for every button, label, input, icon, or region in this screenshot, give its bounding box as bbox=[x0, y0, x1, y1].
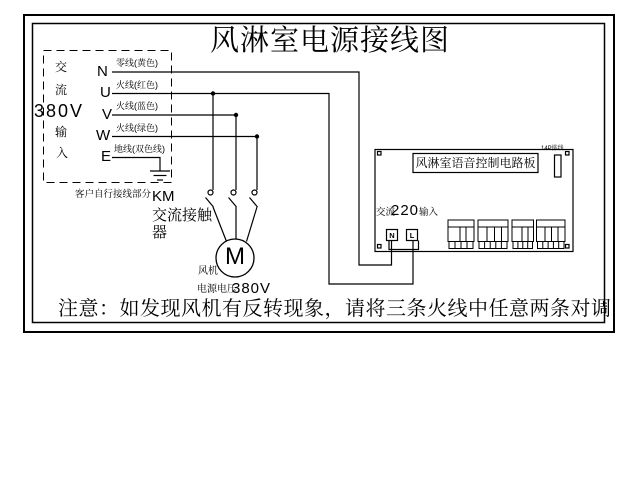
ribbon-connector bbox=[555, 155, 562, 177]
board-terminal-l: L bbox=[409, 231, 415, 240]
contactor-code: KM bbox=[152, 188, 175, 205]
supply-input-char-1: 输 bbox=[55, 125, 68, 139]
wire-label-v: 火线(蓝色) bbox=[116, 101, 158, 111]
terminal-w: W bbox=[96, 127, 111, 144]
motor-voltage-prefix: 电源电压 bbox=[197, 284, 237, 295]
ribbon-connector-label: 14P排线 bbox=[541, 146, 564, 152]
contactor-label-1: 交流接触 bbox=[152, 207, 213, 224]
fan-label: 风机 bbox=[198, 266, 218, 277]
supply-ac-char-1: 交 bbox=[55, 60, 68, 74]
motor-letter: M bbox=[225, 243, 245, 270]
board-title: 风淋室语音控制电路板 bbox=[415, 156, 536, 170]
page-title: 风淋室电源接线图 bbox=[210, 25, 451, 57]
board-power-suffix: 输入 bbox=[419, 207, 439, 218]
terminal-blocks bbox=[448, 220, 565, 249]
ground-icon bbox=[150, 171, 170, 180]
wire-earth-e bbox=[112, 158, 160, 172]
wire-label-u: 火线(红色) bbox=[116, 80, 158, 90]
supply-voltage: 380V bbox=[34, 101, 85, 121]
customer-wiring-caption: 客户自行接线部分 bbox=[75, 189, 152, 200]
terminal-n: N bbox=[97, 63, 108, 80]
supply-ac-char-2: 流 bbox=[55, 83, 68, 97]
terminal-tray bbox=[389, 241, 419, 250]
supply-input-char-2: 入 bbox=[56, 146, 69, 160]
wire-label-e: 地线(双色线) bbox=[114, 144, 165, 154]
terminal-e: E bbox=[101, 148, 112, 165]
board-power-value: 220 bbox=[391, 202, 420, 219]
terminal-u: U bbox=[100, 84, 111, 101]
border-frames bbox=[24, 15, 614, 332]
reverse-rotation-note: 注意：如发现风机有反转现象，请将三条火线中任意两条对调 bbox=[58, 298, 612, 320]
motor-voltage-value: 380V bbox=[232, 280, 272, 297]
terminal-v: V bbox=[102, 106, 113, 123]
wire-label-n: 零线(黄色) bbox=[116, 58, 158, 68]
board-terminal-n: N bbox=[389, 231, 395, 240]
wire-label-w: 火线(绿色) bbox=[116, 123, 158, 133]
board-power-prefix: 交流 bbox=[376, 207, 396, 218]
contactor-label-2: 器 bbox=[152, 224, 168, 241]
contactor-symbol bbox=[206, 190, 258, 242]
